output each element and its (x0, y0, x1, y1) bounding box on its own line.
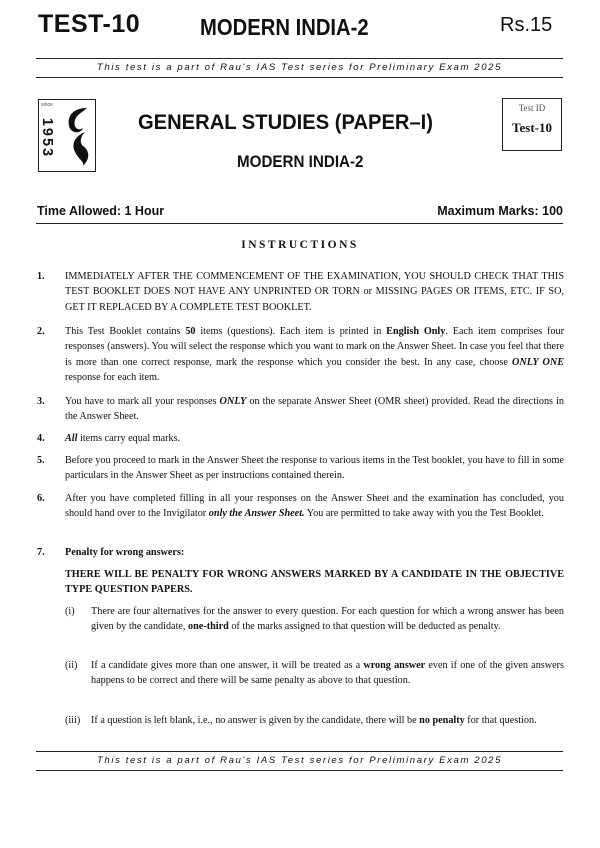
sub-item-number: (ii) (65, 660, 78, 671)
sub-item-number: (i) (65, 606, 75, 617)
item-number: 2. (37, 326, 45, 337)
item-number: 6. (37, 493, 45, 504)
institute-logo (38, 99, 96, 172)
logo-since-text: since (41, 102, 53, 108)
footer-rule-top (36, 751, 563, 752)
price-label: Rs.15 (500, 14, 553, 36)
item-text: IMMEDIATELY AFTER THE COMMENCEMENT OF THE EXAMINATION, YOU SHOULD CHECK THAT THIS TEST BOOKLET DOES NOT HAVE ANY UNPRINTED OR TORN or MISSING PAGES OR ITEMS, ETC. IF SO, GET IT REPLACED BY A COMPLETE TEST BOOKLET. (65, 271, 564, 313)
header-banner: This test is a part of Rau's IAS Test series for Preliminary Exam 2025 (96, 62, 503, 73)
maximum-marks: Maximum Marks: 100 (437, 204, 563, 218)
footer-rule-bottom (36, 770, 563, 771)
instructions-heading: INSTRUCTIONS (241, 239, 359, 251)
item-text: This Test Booklet contains 50 items (questions). Each item is printed in English Only. Each item comprises four responses (answers). You will select the response which you want to mark on the Answer Sheet. In case you feel that there is more than one correct response, mark the response which you consider the best. In any case, choose ONLY ONE response for each item. (65, 326, 565, 384)
header-rule-top (36, 58, 563, 59)
header-rule-bottom (36, 77, 563, 78)
logo-year-text: 1953 (39, 117, 55, 159)
test-id-box (502, 98, 562, 151)
paper-title: GENERAL STUDIES (PAPER–I) (138, 111, 433, 134)
sub-item-number: (iii) (65, 715, 81, 726)
paper-subtitle: MODERN INDIA-2 (237, 153, 364, 171)
item-number: 1. (37, 271, 45, 282)
item-text: You have to mark all your responses ONLY on the separate Answer Sheet (OMR sheet) provided. Read the directions in the Answer Sheet. (65, 396, 565, 423)
test-id-label: Test ID (518, 103, 546, 113)
item-text: After you have completed filling in all your responses on the Answer Sheet and the examination has concluded, you should hand over to the Invigilator only the Answer Sheet. You are permitted to take away with you the Test Booklet. (65, 493, 564, 520)
item-text: Before you proceed to mark in the Answer Sheet the response to various items in the Test booklet, you have to fill in some particulars in the Answer Sheet as per instructions contained therein. (65, 455, 564, 482)
logo-emblem-icon (61, 104, 93, 168)
item-text: All items carry equal marks. (65, 433, 181, 444)
footer-banner: This test is a part of Rau's IAS Test series for Preliminary Exam 2025 (96, 755, 503, 766)
meta-rule (36, 223, 563, 224)
sub-item-text: If a question is left blank, i.e., no answer is given by the candidate, there will be no penalty for that question. (91, 715, 537, 726)
test-id-value: Test-10 (512, 120, 552, 135)
sub-item-text: There are four alternatives for the answer to every question. For each question for which a wrong answer has been given by the candidate, one-third of the marks assigned to that question will be deducted as penalty. (91, 606, 564, 633)
penalty-heading: Penalty for wrong answers: (65, 547, 185, 558)
item-number: 4. (37, 433, 45, 444)
penalty-notice-text: THERE WILL BE PENALTY FOR WRONG ANSWERS MARKED BY A CANDIDATE IN THE OBJECTIVE TYPE QUESTION PAPERS. (65, 569, 564, 596)
test-code: TEST-10 (38, 10, 141, 38)
header-subject: MODERN INDIA-2 (200, 14, 369, 40)
item-number: 7. (37, 547, 45, 558)
item-number: 5. (37, 455, 45, 466)
item-number: 3. (37, 396, 45, 407)
time-allowed: Time Allowed: 1 Hour (37, 204, 165, 218)
sub-item-text: If a candidate gives more than one answer, it will be treated as a wrong answer even if one of the given answers happens to be correct and there will be same penalty as above to that question. (91, 660, 564, 687)
